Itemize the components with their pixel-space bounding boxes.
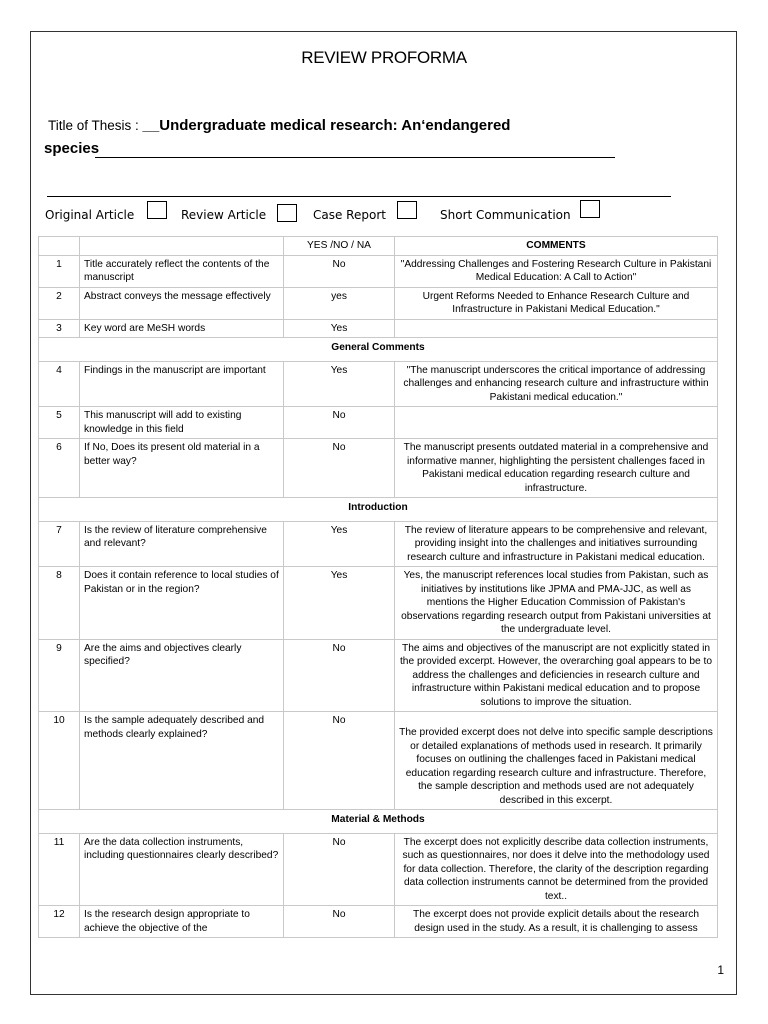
row-answer[interactable]: yes	[284, 287, 395, 319]
section-row-methods	[39, 810, 718, 834]
row-question: Is the sample adequately described and methods clearly explained?	[80, 712, 284, 810]
row-answer[interactable]: No	[284, 833, 395, 906]
table-row	[39, 567, 718, 640]
row-answer[interactable]: Yes	[284, 567, 395, 640]
table-row	[39, 361, 718, 407]
row-answer[interactable]: No	[284, 906, 395, 938]
row-comment[interactable]	[395, 319, 718, 338]
row-number: 2	[39, 287, 80, 319]
row-number: 7	[39, 521, 80, 567]
header-answer: YES /NO / NA	[284, 237, 395, 256]
row-number: 10	[39, 712, 80, 810]
thesis-value: __Undergraduate medical research: An‘endangered	[142, 117, 511, 134]
section-heading-introduction: Introduction	[39, 498, 718, 522]
row-answer[interactable]: Yes	[284, 521, 395, 567]
row-number: 6	[39, 439, 80, 498]
header-number	[39, 237, 80, 256]
row-comment[interactable]: The excerpt does not provide explicit details about the research design used in the study. As a result, it is challenging to assess	[395, 906, 718, 938]
row-comment[interactable]: "The manuscript underscores the critical importance of addressing challenges and enhancing research culture and infrastructure within Pakistani medical education."	[395, 361, 718, 407]
article-type-case-checkbox[interactable]	[397, 201, 417, 219]
thesis-blank-line	[47, 196, 671, 197]
row-comment[interactable]: The review of literature appears to be comprehensive and relevant, providing insight into the challenges and initiatives surrounding research culture and infrastructure in Pakistani medical education.	[395, 521, 718, 567]
row-answer[interactable]: No	[284, 439, 395, 498]
thesis-title-line	[48, 117, 510, 134]
row-question: Key word are MeSH words	[80, 319, 284, 338]
review-table	[38, 236, 718, 938]
row-answer[interactable]: Yes	[284, 361, 395, 407]
table-row	[39, 639, 718, 712]
row-comment[interactable]: "Addressing Challenges and Fostering Research Culture in Pakistani Medical Education: A Call to Action"	[395, 255, 718, 287]
article-type-options	[45, 204, 645, 230]
section-row-general	[39, 338, 718, 362]
row-question: Does it contain reference to local studies of Pakistan or in the region?	[80, 567, 284, 640]
article-type-original-checkbox[interactable]	[147, 201, 167, 219]
article-type-short-checkbox[interactable]	[580, 200, 600, 218]
thesis-value-continued: species	[44, 140, 100, 157]
section-heading-methods: Material & Methods	[39, 810, 718, 834]
table-row	[39, 319, 718, 338]
row-question: Is the research design appropriate to achieve the objective of the	[80, 906, 284, 938]
row-number: 9	[39, 639, 80, 712]
row-question: Findings in the manuscript are important	[80, 361, 284, 407]
row-answer[interactable]: No	[284, 407, 395, 439]
row-comment[interactable]	[395, 407, 718, 439]
row-question: Abstract conveys the message effectively	[80, 287, 284, 319]
row-question: Are the aims and objectives clearly specified?	[80, 639, 284, 712]
table-row	[39, 255, 718, 287]
row-number: 1	[39, 255, 80, 287]
section-heading-general: General Comments	[39, 338, 718, 362]
table-row	[39, 833, 718, 906]
row-comment[interactable]: The excerpt does not explicitly describe data collection instruments, such as questionnaires, nor does it delve into the methodology used for data collection. Therefore, the clarity of the description regarding data collection instruments cannot be determined from the provided text..	[395, 833, 718, 906]
table-row	[39, 521, 718, 567]
row-comment[interactable]: The provided excerpt does not delve into specific sample descriptions or detailed explanations of methods used in research. It primarily focuses on outlining the challenges faced in Pakistani medical education regarding research culture and infrastructure. Therefore, the sample description and methods used are not adequately described in this excerpt.	[395, 712, 718, 810]
table-header-row	[39, 237, 718, 256]
row-answer[interactable]: No	[284, 255, 395, 287]
row-comment[interactable]: The manuscript presents outdated material in a comprehensive and informative manner, highlighting the persistent challenges faced in Pakistani medical education regarding research culture and infrastructure.	[395, 439, 718, 498]
article-type-short-label: Short Communication	[440, 208, 571, 222]
page-number: 1	[717, 963, 724, 977]
table-row	[39, 906, 718, 938]
header-question	[80, 237, 284, 256]
row-comment[interactable]: Yes, the manuscript references local studies from Pakistan, such as initiatives by institutions like JPMA and PMA-JJC, as well as mentions the Higher Education Commission of Pakistan's observations regarding research output from Pakistani universities at the undergraduate level.	[395, 567, 718, 640]
row-question: This manuscript will add to existing knowledge in this field	[80, 407, 284, 439]
row-number: 4	[39, 361, 80, 407]
article-type-review-label: Review Article	[181, 208, 267, 222]
row-question: If No, Does its present old material in a better way?	[80, 439, 284, 498]
row-answer[interactable]: Yes	[284, 319, 395, 338]
row-number: 8	[39, 567, 80, 640]
table-row	[39, 407, 718, 439]
header-comments: COMMENTS	[395, 237, 718, 256]
table-row	[39, 287, 718, 319]
thesis-underline	[95, 157, 615, 158]
section-row-intro	[39, 498, 718, 522]
table-row	[39, 439, 718, 498]
row-number: 11	[39, 833, 80, 906]
row-number: 5	[39, 407, 80, 439]
thesis-label: Title of Thesis :	[48, 118, 143, 133]
row-comment[interactable]: The aims and objectives of the manuscript are not explicitly stated in the provided excerpt. However, the overarching goal appears to be to address the challenges and deficiencies in research culture and infrastructure within Pakistani medical education and to propose solutions to improve the situation.	[395, 639, 718, 712]
row-answer[interactable]: No	[284, 712, 395, 810]
row-question: Is the review of literature comprehensive and relevant?	[80, 521, 284, 567]
row-comment[interactable]: Urgent Reforms Needed to Enhance Research Culture and Infrastructure in Pakistani Medical Education."	[395, 287, 718, 319]
article-type-original-label: Original Article	[45, 208, 135, 222]
row-question: Are the data collection instruments, including questionnaires clearly described?	[80, 833, 284, 906]
article-type-case-label: Case Report	[313, 208, 386, 222]
article-type-review-checkbox[interactable]	[277, 204, 297, 222]
row-number: 3	[39, 319, 80, 338]
row-number: 12	[39, 906, 80, 938]
table-row	[39, 712, 718, 810]
page-title: REVIEW PROFORMA	[301, 48, 467, 67]
row-answer[interactable]: No	[284, 639, 395, 712]
row-question: Title accurately reflect the contents of the manuscript	[80, 255, 284, 287]
